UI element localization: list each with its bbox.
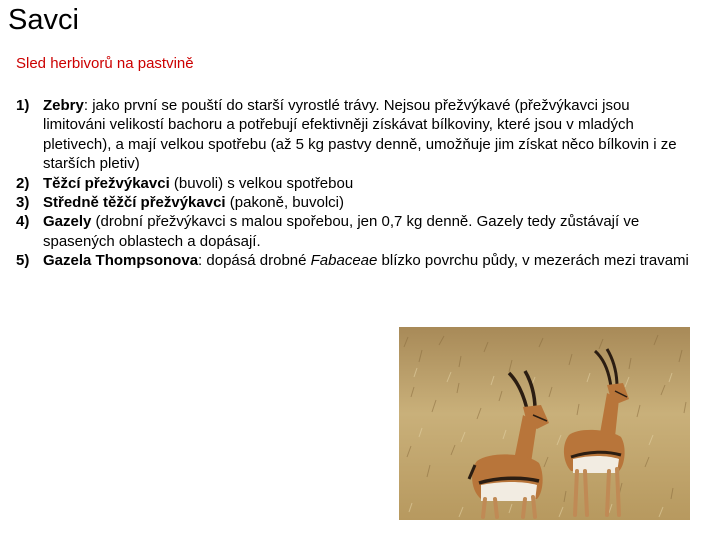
list-term: Gazely xyxy=(43,213,92,231)
list-number: 1) xyxy=(16,97,30,114)
slide-title: Savci xyxy=(8,4,79,36)
list-number: 2) xyxy=(16,174,30,192)
list-item xyxy=(16,193,696,212)
list-number: 3) xyxy=(16,194,30,212)
gazelle-photo xyxy=(399,327,690,520)
scientific-name: Fabaceae xyxy=(310,252,378,270)
list-item xyxy=(16,212,696,251)
list-term: Gazela Thompsonova xyxy=(43,252,199,270)
list-text: (pakoně, buvolci) xyxy=(225,194,344,212)
list-item xyxy=(16,251,696,270)
slide-subtitle: Sled herbivorů na pastvině xyxy=(16,55,194,72)
list-term: Středně těžčí přežvýkavci xyxy=(43,194,226,212)
list-item xyxy=(16,174,696,193)
list-number: 4) xyxy=(16,213,30,231)
list-text: (drobní přežvýkavci s malou spořebou, jen 0,7 kg denně. Gazely tedy zůstávají ve spasených oblastech a dopásají. xyxy=(43,213,640,250)
list-term: Zebry xyxy=(43,97,84,114)
list-text: (buvoli) s velkou spotřebou xyxy=(169,174,354,192)
list-item xyxy=(16,96,696,174)
list-text: : dopásá drobné xyxy=(198,252,311,270)
herbivore-succession-list xyxy=(16,96,696,271)
list-text: blízko povrchu půdy, v mezerách mezi travami xyxy=(377,252,689,270)
list-term: Těžcí přežvýkavci xyxy=(43,174,170,192)
list-number: 5) xyxy=(16,252,30,270)
list-text: : jako první se pouští do starší vyrostlé trávy. Nejsou přežvýkavé (přežvýkavci jsou limitováni velikostí bachoru a potřebují efektivněji získávat bílkoviny, které jsou v mladých pletivech), a mají velkou spotřebu (až 5 kg pastvy denně, umožňuje jim získat něco bílkovin i ze starších pletiv) xyxy=(43,97,677,173)
